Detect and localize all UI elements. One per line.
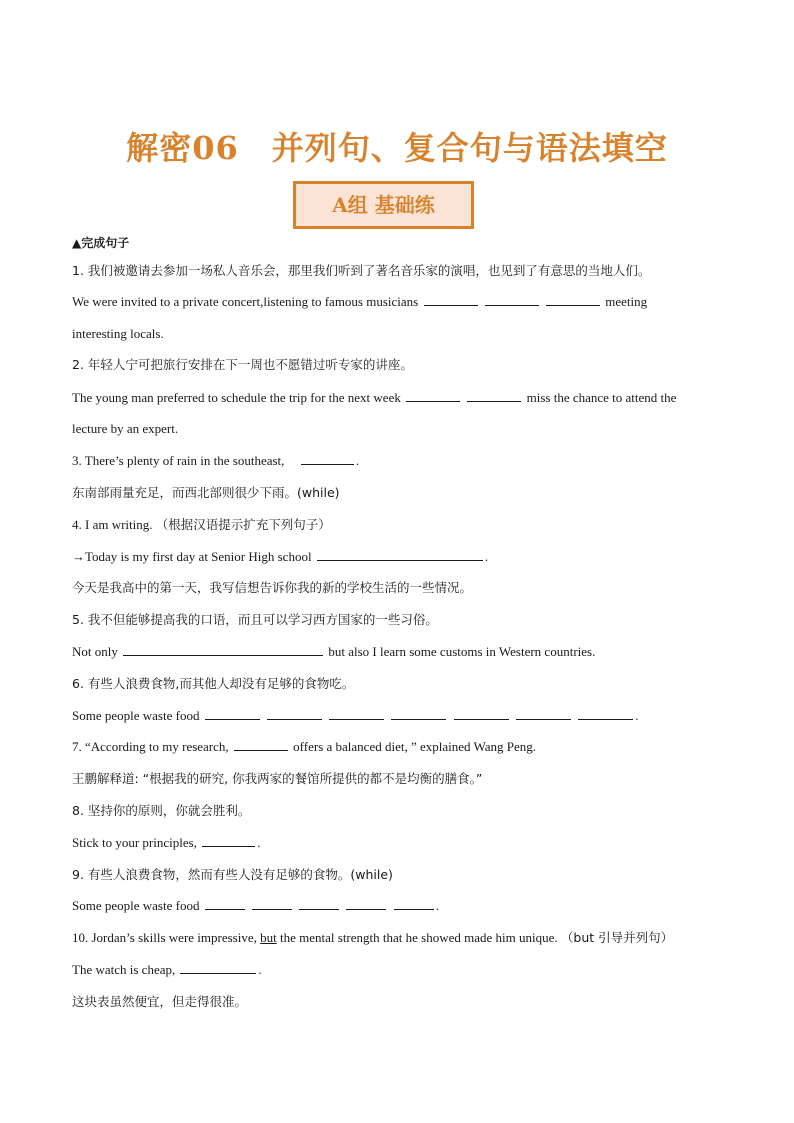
answer-blank[interactable] bbox=[516, 707, 571, 720]
q6-english bbox=[72, 707, 638, 725]
q6-english-before: Some people waste food bbox=[72, 708, 200, 723]
q9-english-before: Some people waste food bbox=[72, 898, 200, 913]
answer-blank[interactable] bbox=[391, 707, 446, 720]
q10-english2-after: . bbox=[258, 962, 262, 977]
answer-blank[interactable] bbox=[578, 707, 633, 720]
q7-english bbox=[72, 738, 536, 756]
q6-chinese: 6. 有些人浪费食物,而其他人却没有足够的食物吃。 bbox=[72, 676, 355, 691]
q8-english-after: . bbox=[257, 835, 261, 850]
q4-english-line2 bbox=[72, 548, 488, 566]
q4-english2-before: →Today is my first day at Senior High school bbox=[72, 549, 312, 564]
answer-blank[interactable] bbox=[301, 452, 354, 465]
answer-blank[interactable] bbox=[299, 897, 339, 910]
q2-english-before: The young man preferred to schedule the trip for the next week bbox=[72, 390, 401, 405]
q10-chinese: 这块表虽然便宜，但走得很准。 bbox=[72, 994, 248, 1009]
answer-blank[interactable] bbox=[123, 643, 323, 656]
answer-blank[interactable] bbox=[205, 707, 260, 720]
q10-english2-before: The watch is cheap, bbox=[72, 962, 176, 977]
q6-english-after: . bbox=[635, 708, 639, 723]
answer-blank[interactable] bbox=[406, 389, 460, 402]
q7-chinese: 王鹏解释道: “根据我的研究, 你我两家的餐馆所提供的都不是均衡的膳食。” bbox=[72, 771, 483, 786]
q3-chinese: 东南部雨量充足，而西北部则很少下雨。(while) bbox=[72, 485, 340, 500]
q10-hint: （but 引导并列句） bbox=[560, 930, 674, 945]
answer-blank[interactable] bbox=[252, 897, 292, 910]
page-title: 解密06 并列句、复合句与语法填空 bbox=[126, 129, 668, 167]
q8-english bbox=[72, 834, 260, 852]
q7-english-before: 7. “According to my research, bbox=[72, 739, 229, 754]
q10-english-after: the mental strength that he showed made him unique. bbox=[280, 930, 558, 945]
q2-english-after: miss the chance to attend the bbox=[526, 390, 677, 405]
q5-english-before: Not only bbox=[72, 644, 118, 659]
group-label-box: A组 基础练 bbox=[293, 181, 474, 229]
q3-english-after: . bbox=[355, 453, 360, 468]
q10-english-before: 10. Jordan’s skills were impressive, bbox=[72, 930, 257, 945]
answer-blank[interactable] bbox=[346, 897, 386, 910]
q1-english bbox=[72, 293, 647, 311]
answer-blank[interactable] bbox=[485, 293, 539, 306]
answer-blank[interactable] bbox=[546, 293, 600, 306]
q4-english bbox=[72, 516, 331, 534]
answer-blank[interactable] bbox=[424, 293, 478, 306]
q2-english bbox=[72, 389, 676, 407]
answer-blank[interactable] bbox=[454, 707, 509, 720]
q3-english bbox=[72, 452, 359, 470]
answer-blank[interactable] bbox=[394, 897, 434, 910]
q10-but: but bbox=[260, 930, 277, 945]
answer-blank[interactable] bbox=[329, 707, 384, 720]
q3-english-before: 3. There’s plenty of rain in the southeast, bbox=[72, 453, 285, 468]
q1-english-line2: interesting locals. bbox=[72, 326, 164, 341]
answer-blank[interactable] bbox=[202, 834, 255, 847]
section-heading: ▲完成句子 bbox=[72, 236, 130, 250]
q1-english-before: We were invited to a private concert,listening to famous musicians bbox=[72, 294, 419, 309]
q5-english bbox=[72, 643, 595, 661]
q4-english-before: 4. I am writing. bbox=[72, 517, 153, 532]
q4-chinese: 今天是我高中的第一天，我写信想告诉你我的新的学校生活的一些情况。 bbox=[72, 580, 473, 595]
answer-blank[interactable] bbox=[205, 897, 245, 910]
q9-chinese: 9. 有些人浪费食物，然而有些人没有足够的食物。(while) bbox=[72, 867, 393, 882]
q5-english-after: but also I learn some customs in Western countries. bbox=[328, 644, 596, 659]
q4-english2-after: . bbox=[484, 549, 489, 564]
answer-blank[interactable] bbox=[234, 738, 288, 751]
q8-chinese: 8. 坚持你的原则，你就会胜利。 bbox=[72, 803, 251, 818]
q2-chinese: 2. 年轻人宁可把旅行安排在下一周也不愿错过听专家的讲座。 bbox=[72, 357, 413, 372]
q10-english bbox=[72, 929, 673, 947]
q5-chinese: 5. 我不但能够提高我的口语，而且可以学习西方国家的一些习俗。 bbox=[72, 612, 438, 627]
q7-english-after: offers a balanced diet, ” explained Wang Peng. bbox=[293, 739, 537, 754]
q10-english-line2 bbox=[72, 961, 262, 979]
q9-english bbox=[72, 897, 439, 915]
q2-english-line2: lecture by an expert. bbox=[72, 421, 179, 436]
q1-chinese: 1. 我们被邀请去参加一场私人音乐会，那里我们听到了著名音乐家的演唱，也见到了有意思的当地人们。 bbox=[72, 263, 651, 278]
answer-blank[interactable] bbox=[180, 961, 256, 974]
answer-blank[interactable] bbox=[317, 548, 483, 561]
answer-blank[interactable] bbox=[467, 389, 521, 402]
answer-blank[interactable] bbox=[267, 707, 322, 720]
q1-english-after: meeting bbox=[605, 294, 648, 309]
q9-english-after: . bbox=[435, 898, 439, 913]
q8-english-before: Stick to your principles, bbox=[72, 835, 197, 850]
q4-hint: （根据汉语提示扩充下列句子） bbox=[155, 517, 331, 532]
